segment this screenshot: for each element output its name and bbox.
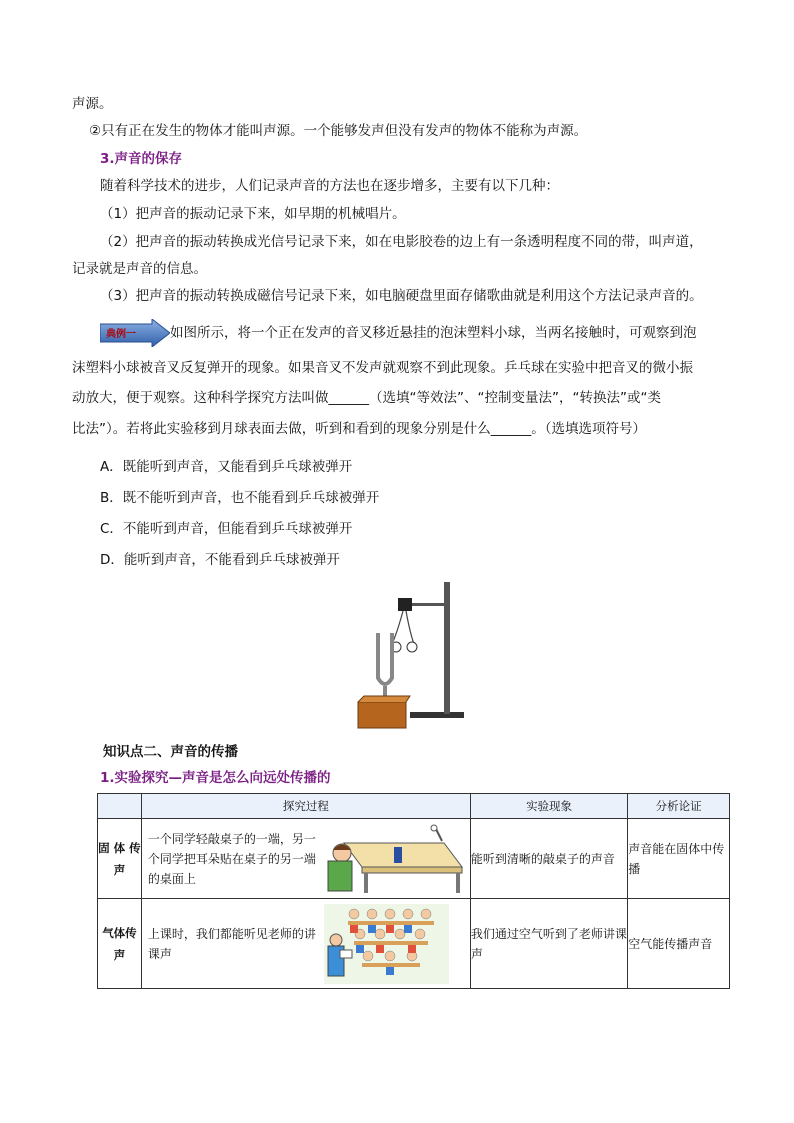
option-d: D．能听到声音，不能看到乒乓球被弹开	[100, 552, 340, 568]
process-cell	[141, 899, 470, 989]
process-cell	[141, 819, 470, 899]
phenomenon-cell: 能听到清晰的敲桌子的声音	[470, 819, 627, 899]
text-line: （1）把声音的振动记录下来，如早期的机械唱片。	[100, 206, 406, 222]
question-line: 如图所示，将一个正在发声的音叉移近悬挂的泡沫塑料小球，当两名接触时，可观察到泡	[170, 325, 697, 341]
section-title: 知识点二、声音的传播	[103, 744, 238, 760]
phenomenon-cell: 我们通过空气听到了老师讲课声	[470, 899, 627, 989]
section-heading: 3.声音的保存	[100, 151, 183, 167]
analysis-cell: 空气能传播声音	[628, 899, 730, 989]
text-line: 记录就是声音的信息。	[72, 261, 207, 277]
table-header-row	[98, 794, 730, 819]
table-header: 分析论证	[628, 794, 730, 819]
text-line: （3）把声音的振动转换成磁信号记录下来，如电脑硬盘里面存储歌曲就是利用这个方法记录声音的。	[100, 288, 703, 304]
process-text: 一个同学轻敲桌子的一端，另一个同学把耳朵贴在桌子的另一端的桌面上	[147, 831, 316, 886]
text-line: 声源。	[72, 96, 113, 112]
text-line: （2）把声音的振动转换成光信号记录下来，如在电影胶卷的边上有一条透明程度不同的带，叫声道，	[100, 234, 703, 250]
table-header: 实验现象	[470, 794, 627, 819]
table-header	[98, 794, 142, 819]
table-header: 探究过程	[141, 794, 470, 819]
question-line: 比法”）。若将此实验移到月球表面去做，听到和看到的现象分别是什么______。（选填选项符号）	[72, 421, 646, 437]
question-line: 沫塑料小球被音叉反复弹开的现象。如果音叉不发声就观察不到此现象。乒乓球在实验中把音叉的微小振	[72, 360, 693, 376]
experiment-table	[97, 793, 730, 989]
option-a: A．既能听到声音，又能看到乒乓球被弹开	[100, 459, 353, 475]
text-line: ②只有正在发生的物体才能叫声源。一个能够发声但没有发声的物体不能称为声源。	[89, 123, 588, 139]
text-line: 随着科学技术的进步，人们记录声音的方法也在逐步增多，主要有以下几种：	[100, 178, 559, 194]
row-label: 气体传声	[98, 899, 142, 989]
badge-label: 典例一	[106, 329, 136, 340]
table-row	[98, 819, 730, 899]
desk-listening-illustration	[324, 823, 464, 895]
section-subtitle: 1.实验探究—声音是怎么向远处传播的	[100, 770, 331, 786]
process-text: 上课时，我们都能听见老师的讲课声	[147, 926, 316, 961]
option-c: C．不能听到声音，但能看到乒乓球被弹开	[100, 521, 353, 537]
analysis-cell: 声音能在固体中传播	[628, 819, 730, 899]
row-label: 固 体 传声	[98, 819, 142, 899]
classroom-illustration	[324, 904, 449, 984]
tuning-fork-apparatus-illustration	[350, 578, 470, 733]
table-row	[98, 899, 730, 989]
question-line: 动放大，便于观察。这种科学探究方法叫做______（选填“等效法”、“控制变量法”，“转换法”或“类	[72, 390, 661, 406]
option-b: B．既不能听到声音，也不能看到乒乓球被弹开	[100, 490, 380, 506]
example-badge-icon	[100, 319, 170, 347]
